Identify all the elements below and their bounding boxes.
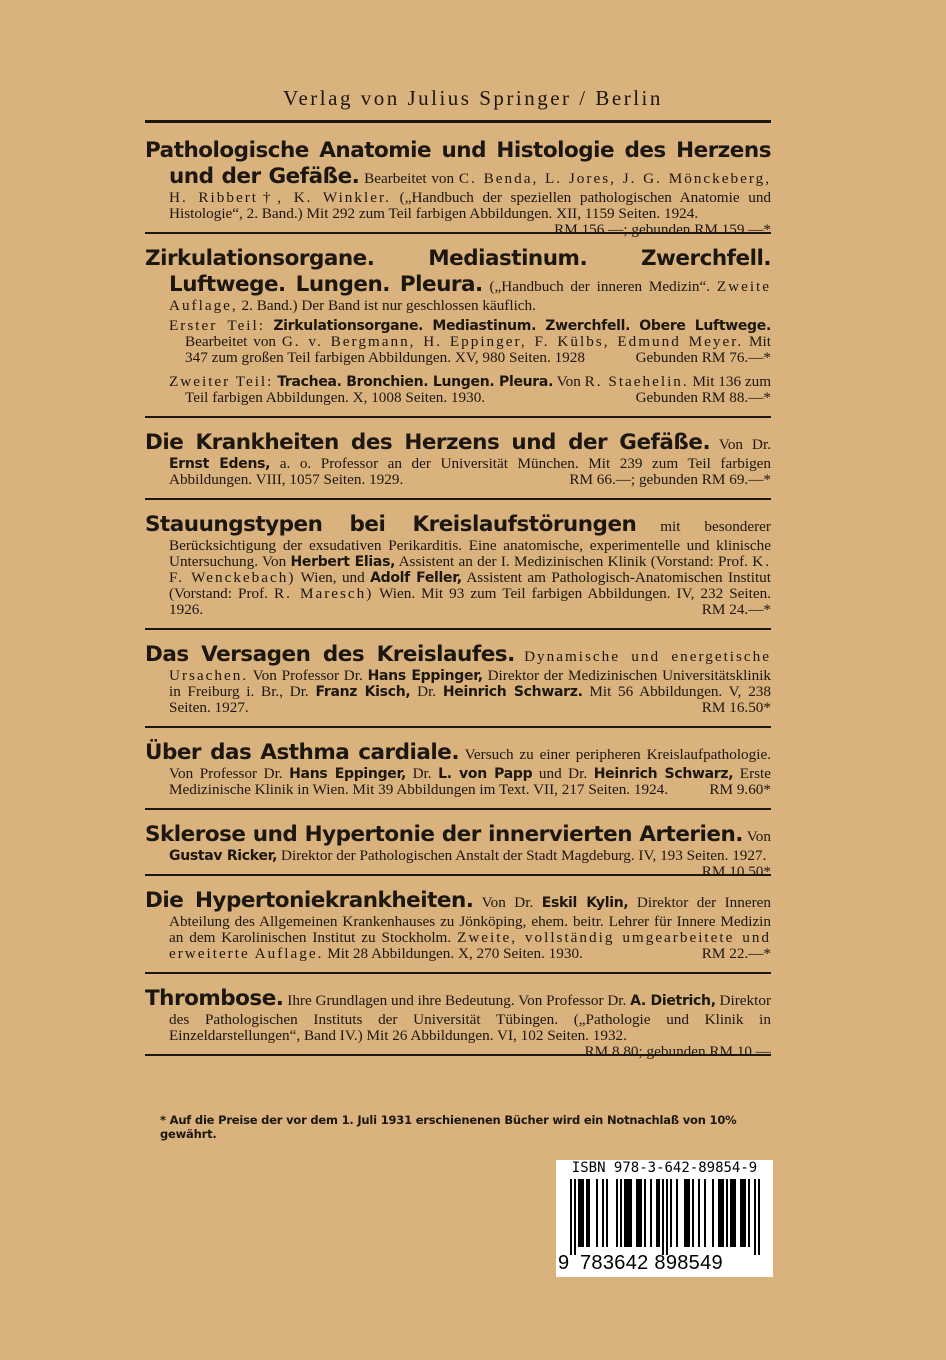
book-person: K. F. Wenckebach) bbox=[169, 553, 772, 586]
publisher-header: Verlag von Julius Springer / Berlin bbox=[283, 86, 663, 110]
barcode-bar bbox=[720, 1179, 722, 1247]
ean-lead-digit: 9 bbox=[558, 1252, 570, 1274]
barcode-bar bbox=[586, 1179, 588, 1247]
barcode-bar bbox=[588, 1179, 590, 1247]
part-text: Bearbeitet von bbox=[185, 333, 277, 350]
book-entry-2 bbox=[145, 246, 771, 406]
book-author: L. von Papp bbox=[438, 766, 533, 782]
barcode-bar bbox=[624, 1179, 626, 1247]
barcode-bar bbox=[686, 1179, 688, 1247]
book-title: Über das Asthma cardiale. bbox=[145, 740, 460, 765]
barcode-bar bbox=[684, 1179, 686, 1247]
barcode-bar bbox=[580, 1179, 582, 1247]
book-price: RM 66.—; gebunden RM 69.—* bbox=[569, 471, 771, 488]
book-author: Gustav Ricker, bbox=[169, 848, 278, 864]
book-text: Von Professor Dr. bbox=[252, 667, 363, 684]
barcode-bar bbox=[712, 1179, 714, 1247]
book-entry-3 bbox=[145, 430, 771, 488]
part-price: Gebunden RM 88.—* bbox=[635, 389, 771, 406]
book-entry-4 bbox=[145, 512, 771, 618]
barcode-bar bbox=[606, 1179, 608, 1247]
part-details: Mit 347 zum großen Teil farbigen Abbildungen. XV, 980 Seiten. 1928 bbox=[185, 333, 771, 366]
book-text: Von Dr. bbox=[481, 894, 534, 911]
barcode-guard-bar bbox=[570, 1179, 572, 1255]
ean-digit-groups: 783642 898549 bbox=[580, 1252, 723, 1274]
book-title: Das Versagen des Kreislaufes. bbox=[145, 642, 515, 667]
barcode-bars bbox=[570, 1179, 760, 1255]
book-details: Wien. Mit 93 zum Teil farbigen Abbildungen. IV, 232 Seiten. 1926. bbox=[169, 585, 771, 618]
book-title: Thrombose. bbox=[145, 986, 284, 1011]
divider bbox=[145, 972, 771, 974]
top-rule bbox=[145, 120, 771, 123]
barcode-bar bbox=[732, 1179, 734, 1247]
book-author: Eskil Kylin, bbox=[541, 895, 629, 911]
barcode-bar bbox=[650, 1179, 652, 1247]
book-author: Heinrich Schwarz, bbox=[593, 766, 734, 782]
book-author: Ernst Edens, bbox=[169, 456, 271, 472]
book-details: Mit 56 Abbildungen. V, 238 Seiten. 1927. bbox=[169, 683, 771, 716]
book-text: und Dr. bbox=[538, 765, 588, 782]
part-label: Zweiter Teil: bbox=[169, 373, 274, 390]
barcode-bar bbox=[704, 1179, 706, 1247]
part-authors: G. v. Bergmann, H. Eppinger, F. Külbs, Edmund Meyer. bbox=[281, 333, 744, 350]
part-price: Gebunden RM 76.—* bbox=[635, 349, 771, 366]
book-text: mit besonderer Berücksichtigung der exsudativen Perikarditis. Eine anatomische, experimentelle und klinische Untersuchung. Von bbox=[169, 518, 771, 570]
book-subtitle: Dynamische und energetische Ursachen. bbox=[169, 648, 771, 684]
barcode-bar bbox=[742, 1179, 744, 1247]
book-text: Versuch zu einer peripheren Kreislaufpathologie. Von Professor Dr. bbox=[169, 746, 771, 782]
book-text: Ihre Grundlagen und ihre Bedeutung. Von Professor Dr. bbox=[287, 992, 627, 1009]
book-price: RM 156.—; gebunden RM 159.—* bbox=[554, 221, 771, 238]
barcode-bar bbox=[616, 1179, 618, 1247]
book-title: Stauungstypen bei Kreislaufstörungen bbox=[145, 512, 637, 537]
barcode-bar bbox=[730, 1179, 732, 1247]
book-text: Direktor der Medizinischen Universitätsklinik in Freiburg i. Br., Dr. bbox=[169, 667, 772, 700]
book-text: Dr. bbox=[417, 683, 437, 700]
barcode-bar bbox=[740, 1179, 742, 1247]
barcode-bar bbox=[602, 1179, 604, 1247]
book-entry-5 bbox=[145, 642, 771, 716]
book-part-2 bbox=[145, 374, 771, 406]
book-author: Adolf Feller, bbox=[370, 570, 462, 586]
barcode-bar bbox=[640, 1179, 642, 1247]
divider bbox=[145, 874, 771, 876]
barcode-bar bbox=[692, 1179, 694, 1247]
book-price: RM 16.50* bbox=[701, 699, 771, 716]
book-details: („Handbuch der speziellen pathologischen Anatomie und Histologie“, 2. Band.) Mit 292 zum Teil farbigen Abbildungen. XII, 1159 Seiten. 1924. bbox=[169, 189, 772, 222]
barcode-bar bbox=[636, 1179, 638, 1247]
book-edition: Zweite Auflage, bbox=[169, 278, 771, 314]
book-text: Direktor der Inneren Abteilung des Allgemeinen Krankenhauses zu Jönköping, ehem. beitr. Lehrer für Innere Medizin an dem Karolinischen Institut zu Stockholm. bbox=[169, 894, 771, 946]
book-text: Von bbox=[746, 828, 771, 845]
barcode-bar bbox=[644, 1179, 646, 1247]
book-text: Assistent am Pathologisch-Anatomischen Institut (Vorstand: Prof. bbox=[169, 569, 771, 602]
barcode-bar bbox=[676, 1179, 678, 1247]
book-author: A. Dietrich, bbox=[630, 993, 716, 1009]
divider bbox=[145, 628, 771, 630]
isbn-label: ISBN 978-3-642-89854-9 bbox=[571, 1160, 758, 1176]
part-title: Zirkulationsorgane. Mediastinum. Zwerchfell. Obere Luftwege. bbox=[273, 318, 771, 334]
book-text: Assistent an der I. Medizinischen Klinik (Vorstand: Prof. bbox=[398, 553, 748, 570]
book-price: RM 24.—* bbox=[701, 601, 771, 618]
book-entry-9 bbox=[145, 986, 771, 1060]
book-details: Erste Medizinische Klinik in Wien. Mit 39 Abbildungen im Text. VII, 217 Seiten. 1924. bbox=[169, 765, 772, 798]
book-entry-6 bbox=[145, 740, 771, 798]
book-title: Die Hypertoniekrankheiten. bbox=[145, 888, 474, 913]
book-edition: Zweite, vollständig umgearbeitete und erweiterte Auflage. bbox=[169, 929, 772, 962]
book-author: Hans Eppinger, bbox=[367, 668, 483, 684]
part-details: Mit 136 zum Teil farbigen Abbildungen. X, 1008 Seiten. 1930. bbox=[185, 373, 772, 406]
book-author: Hans Eppinger, bbox=[289, 766, 407, 782]
divider bbox=[145, 808, 771, 810]
book-text: Wien, und bbox=[300, 569, 365, 586]
book-price: RM 9.60* bbox=[709, 781, 771, 798]
barcode-bar bbox=[722, 1179, 724, 1247]
book-text: Bearbeitet von bbox=[364, 170, 455, 187]
barcode-bar bbox=[630, 1179, 632, 1247]
book-details: Direktor der Pathologischen Anstalt der Stadt Magdeburg. IV, 193 Seiten. 1927. bbox=[281, 847, 767, 864]
barcode-guard-bar bbox=[666, 1179, 668, 1255]
book-entry-7 bbox=[145, 822, 771, 880]
part-label: Erster Teil: bbox=[169, 317, 265, 334]
barcode-bar bbox=[748, 1179, 750, 1247]
barcode-guard-bar bbox=[574, 1179, 576, 1255]
book-list bbox=[145, 138, 771, 1068]
part-author: R. Staehelin. bbox=[584, 373, 689, 390]
divider bbox=[145, 726, 771, 728]
barcode-bar bbox=[596, 1179, 598, 1247]
isbn-barcode bbox=[556, 1160, 773, 1277]
part-text: Von bbox=[556, 373, 581, 390]
book-price: RM 10.50* bbox=[701, 863, 771, 880]
book-title: Die Krankheiten des Herzens und der Gefäße. bbox=[145, 430, 711, 455]
book-details: Mit 28 Abbildungen. X, 270 Seiten. 1930. bbox=[327, 945, 583, 962]
book-author: Franz Kisch, bbox=[315, 684, 411, 700]
barcode-bar bbox=[670, 1179, 672, 1247]
barcode-bar bbox=[698, 1179, 700, 1247]
book-person: R. Maresch) bbox=[274, 585, 374, 602]
book-author: Herbert Elias, bbox=[290, 554, 396, 570]
price-footnote: * Auf die Preise der vor dem 1. Juli 1931 erschienenen Bücher wird ein Notnachlaß von 10% gewährt. bbox=[160, 1113, 737, 1141]
barcode-bar bbox=[726, 1179, 728, 1247]
barcode-bar bbox=[658, 1179, 660, 1247]
barcode-bar bbox=[734, 1179, 736, 1247]
book-price: RM 22.—* bbox=[701, 945, 771, 962]
book-authors: C. Benda, L. Jores, J. G. Mönckeberg, H. Ribbert†, K. Winkler. bbox=[169, 170, 772, 206]
book-text: („Handbuch der inneren Medizin“. bbox=[489, 278, 711, 295]
book-text: Von Dr. bbox=[718, 436, 771, 453]
barcode-bar bbox=[628, 1179, 630, 1247]
book-title: Sklerose und Hypertonie der innervierten Arterien. bbox=[145, 822, 743, 847]
book-title: Pathologische Anatomie und Histologie des Herzens und der Gefäße. bbox=[145, 138, 771, 189]
divider bbox=[145, 498, 771, 500]
barcode-bar bbox=[638, 1179, 640, 1247]
book-text: Dr. bbox=[412, 765, 432, 782]
barcode-bar bbox=[626, 1179, 628, 1247]
book-title: Zirkulationsorgane. Mediastinum. Zwerchfell. Luftwege. Lungen. Pleura. bbox=[145, 246, 771, 297]
barcode-bar bbox=[656, 1179, 658, 1247]
barcode-bar bbox=[578, 1179, 580, 1247]
divider bbox=[145, 416, 771, 418]
barcode-bar bbox=[582, 1179, 584, 1247]
barcode-bar bbox=[688, 1179, 690, 1247]
barcode-bar bbox=[718, 1179, 720, 1247]
book-details: Direktor des Pathologischen Instituts der Universität Tübingen. („Pathologie und Klinik in Einzeldarstellungen“, Band IV.) Mit 26 Abbildungen. VI, 102 Seiten. 1932. bbox=[169, 992, 771, 1044]
barcode-bar bbox=[744, 1179, 746, 1247]
barcode-bar bbox=[620, 1179, 622, 1247]
barcode-guard-bar bbox=[754, 1179, 756, 1255]
book-author: Heinrich Schwarz. bbox=[442, 684, 583, 700]
book-details: 2. Band.) Der Band ist nur geschlossen käuflich. bbox=[241, 297, 536, 314]
book-part-1 bbox=[145, 318, 771, 366]
book-details: a. o. Professor an der Universität München. Mit 239 zum Teil farbigen Abbildungen. VIII, 1057 Seiten. 1929. bbox=[169, 455, 771, 488]
book-price: RM 8.80; gebunden RM 10.— bbox=[584, 1043, 771, 1060]
book-entry-8 bbox=[145, 888, 771, 962]
part-title: Trachea. Bronchien. Lungen. Pleura. bbox=[277, 374, 554, 390]
barcode-guard-bar bbox=[662, 1179, 664, 1255]
barcode-guard-bar bbox=[758, 1179, 760, 1255]
book-entry-1 bbox=[145, 138, 772, 238]
